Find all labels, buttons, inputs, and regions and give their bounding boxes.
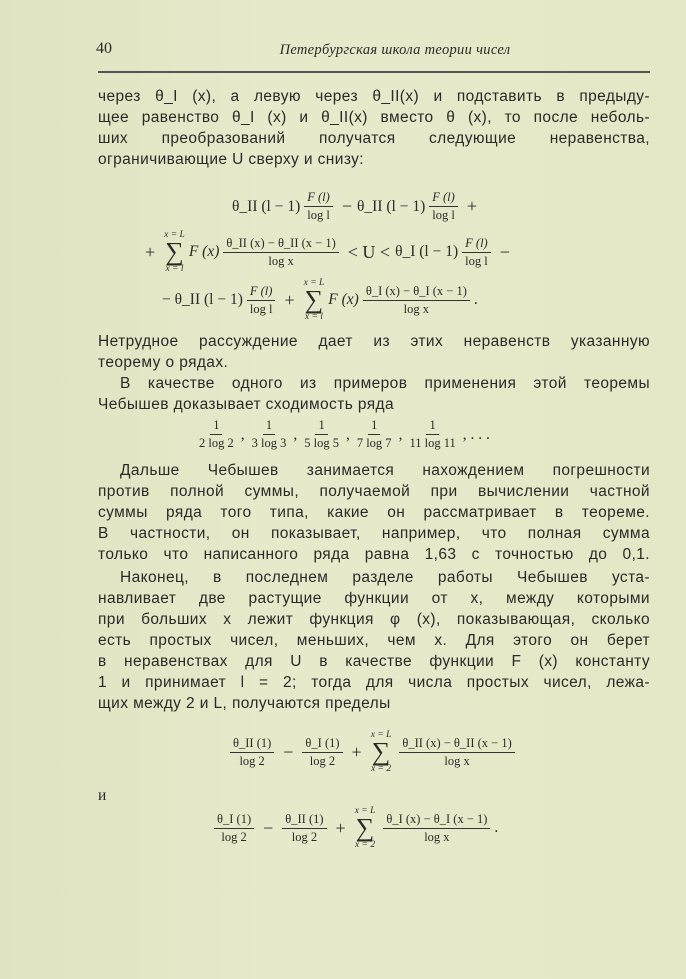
text-line: В частности, он показывает, например, что полная сумма — [98, 525, 650, 542]
minus-sign: − — [341, 196, 352, 216]
minus-sign: − — [263, 817, 274, 838]
text-line: В качестве одного из примеров применения этой теоремы — [120, 375, 650, 392]
paragraph-4 — [98, 460, 650, 565]
sum-symbol: x = L ∑ x = 2 — [354, 806, 376, 850]
period: . — [473, 291, 478, 308]
fraction: $\frac{\theta\_II (x) - \theta\_II (x - 1)}{\text{log x}}$ — [223, 236, 338, 269]
fraction: $\frac{F (l)}{\text{log l}}$ — [247, 284, 276, 317]
fraction: $\frac{\theta\_I (1)}{\log 2}$ — [214, 812, 254, 845]
comma: , — [240, 425, 245, 443]
fraction: $\frac{1}{11 \log 11}$ — [409, 418, 456, 450]
text-line: навливает две растущие функции от x, между которыми — [98, 590, 650, 607]
formula-2 — [226, 730, 519, 774]
formula-term: F (x) — [328, 291, 359, 308]
paragraph-3 — [98, 373, 650, 415]
fraction: $\frac{1}{3 \log 3}$ — [251, 418, 287, 450]
plus-sign: + — [145, 241, 156, 262]
text-line: ших преобразований получатся следующие неравенства, — [98, 130, 650, 147]
running-title: Петербургская школа теории чисел — [279, 42, 511, 58]
formula-1-line-3 — [162, 278, 478, 322]
header-rule — [98, 71, 650, 73]
plus-sign: + — [466, 196, 477, 216]
minus-sign: − — [499, 241, 510, 262]
fraction: $\frac{\theta\_I (1)}{\log 2}$ — [302, 736, 342, 769]
text-line: Нетрудное рассуждение дает из этих неравенств указанную — [98, 333, 650, 350]
formula-term: θ_II (l − 1) — [356, 197, 426, 215]
text-line: суммы ряда того типа, какие он рассматривает в теореме. — [98, 504, 650, 521]
text-line: щих между 2 и L, получаются пределы — [98, 695, 391, 712]
comma: , — [293, 425, 298, 443]
text-line: теорему о рядах. — [98, 354, 229, 371]
fraction: $\frac{1}{7 \log 7}$ — [356, 418, 392, 450]
formula-1-line-1 — [232, 190, 482, 223]
formula-term: θ_II (l − 1) — [232, 197, 301, 215]
ellipsis: , . . . — [462, 425, 490, 443]
paragraph-1 — [98, 86, 650, 170]
formula-1-line-2 — [140, 230, 515, 274]
fraction: $\frac{\theta\_I (x) - \theta\_I (x - 1)}{\text{log x}}$ — [383, 812, 490, 845]
formula-term: − θ_II (l − 1) — [162, 291, 243, 308]
fraction: $\frac{1}{5 \log 5}$ — [304, 418, 339, 450]
fraction: $\frac{\theta\_II (1)}{\log 2}$ — [282, 812, 326, 845]
text-line: при больших x лежит функция φ (x), показывающая, сколько — [98, 611, 650, 628]
fraction: $\frac{1}{2 \log 2}$ — [199, 418, 234, 450]
fraction: $\frac{F (l)}{\text{log l}}$ — [429, 190, 458, 223]
sum-symbol: x = L ∑ x = l — [164, 230, 185, 274]
formula-3 — [210, 806, 498, 850]
fraction: $\frac{\theta\_II (x) - \theta\_II (x - 1)}{\text{log x}}$ — [399, 736, 514, 769]
text-line: Наконец, в последнем разделе работы Чебышев уста- — [120, 569, 650, 586]
sum-symbol: x = L ∑ x = 2 — [370, 730, 392, 774]
period: . — [494, 819, 499, 836]
text-line: в неравенствах для U в качестве функции F (x) константу — [98, 653, 650, 670]
comma: , — [398, 425, 403, 443]
paragraph-2 — [98, 331, 650, 373]
plus-sign: + — [351, 741, 362, 762]
text-line: Дальше Чебышев занимается нахождением погрешности — [120, 462, 650, 479]
fraction: $\frac{F (l)}{\text{log l}}$ — [462, 236, 491, 269]
formula-term: θ_I (l − 1) — [395, 243, 459, 260]
fraction: $\frac{\theta\_II (1)}{\log 2}$ — [230, 736, 274, 769]
text-line: Чебышев доказывает сходимость ряда — [98, 396, 394, 413]
text-line: через θ_I (x), а левую через θ_II(x) и подставить в предыду- — [98, 88, 650, 105]
formula-term: F (x) — [188, 243, 220, 260]
sum-symbol: x = L ∑ x = l — [303, 278, 325, 322]
text-line: только что написанного ряда равна 1,63 с точностью до 0,1. — [98, 546, 650, 563]
plus-sign: + — [335, 817, 346, 838]
fraction: $\frac{\theta\_I (x) - \theta\_I (x - 1)}{\text{log x}}$ — [363, 284, 470, 317]
text-line: есть простых чисел, меньших, чем x. Для этого он берет — [98, 632, 650, 649]
text-line: 1 и принимает l = 2; тогда для числа простых чисел, лежа- — [98, 674, 650, 691]
inequality: < U < — [347, 241, 391, 262]
page-number: 40 — [96, 40, 112, 57]
conjunction-and: и — [98, 787, 107, 804]
paragraph-5 — [98, 567, 650, 714]
text-line: против полной суммы, получаемой при вычислении частной — [98, 483, 650, 500]
comma: , — [345, 425, 350, 443]
plus-sign: + — [284, 289, 295, 310]
text-line: щее равенство θ_I (x) и θ_II(x) вместо θ (x), то после неболь- — [98, 109, 650, 126]
minus-sign: − — [283, 741, 294, 762]
text-line: ограничивающие U сверху и снизу: — [98, 151, 365, 168]
fraction: $\frac{F (l)}{\text{log l}}$ — [304, 190, 333, 223]
series-formula — [192, 418, 490, 451]
